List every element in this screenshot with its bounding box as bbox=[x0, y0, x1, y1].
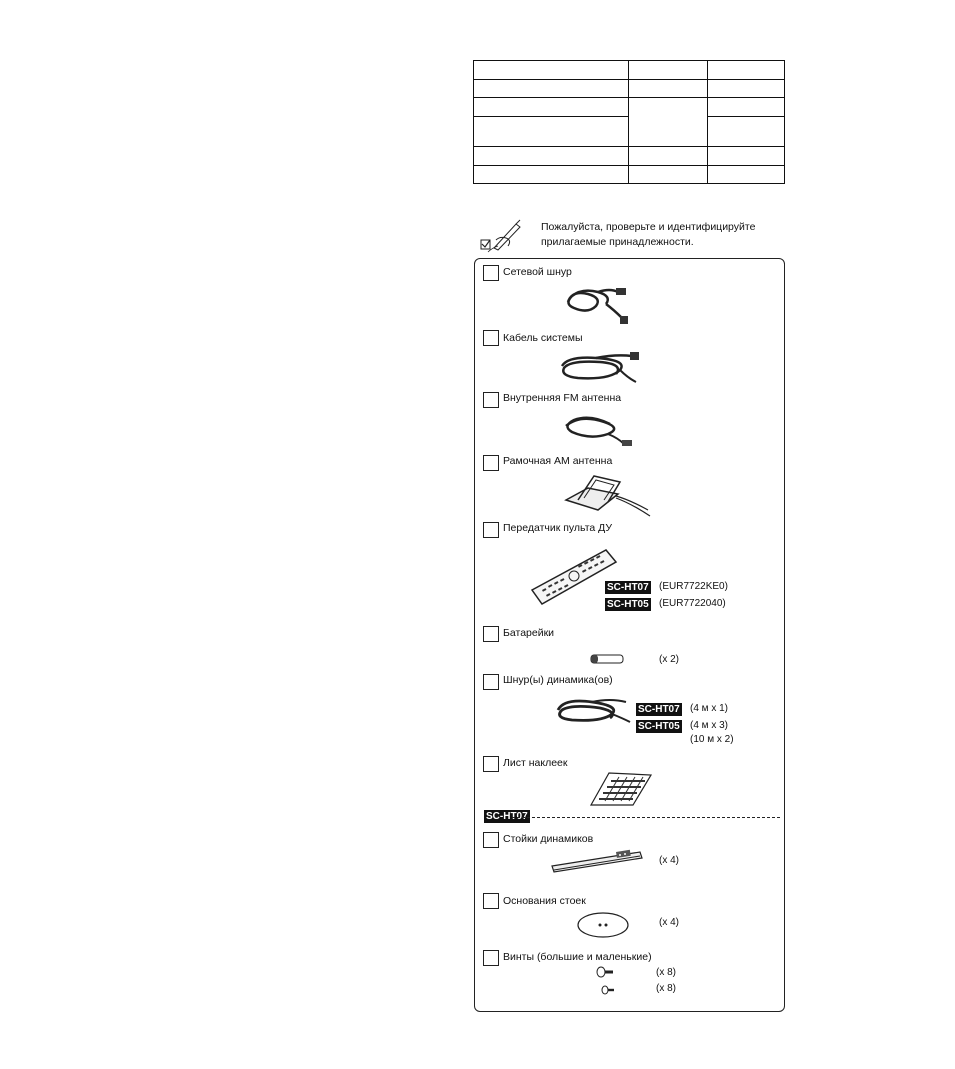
label-power-cord: Сетевой шнур bbox=[503, 266, 572, 278]
checkbox-remote[interactable] bbox=[483, 522, 499, 538]
checkbox-power-cord[interactable] bbox=[483, 265, 499, 281]
checkbox-stand-bases[interactable] bbox=[483, 893, 499, 909]
power-cord-illustration bbox=[562, 282, 638, 328]
label-remote: Передатчик пульта ДУ bbox=[503, 522, 613, 534]
system-cable-illustration bbox=[556, 348, 646, 388]
small-screw-illustration bbox=[601, 984, 615, 996]
pen-checkmark-icon bbox=[478, 218, 530, 254]
label-screws: Винты (большие и маленькие) bbox=[503, 951, 652, 963]
label-system-cable: Кабель системы bbox=[503, 332, 583, 344]
speaker-stand-illustration bbox=[550, 846, 650, 874]
empty-spec-table bbox=[473, 60, 785, 184]
label-sticker-sheet: Лист наклеек bbox=[503, 757, 568, 769]
checkbox-speaker-stands[interactable] bbox=[483, 832, 499, 848]
sticker-sheet-illustration bbox=[589, 771, 653, 807]
tag-sc-ht05-cords: SC-HT05 bbox=[638, 721, 680, 732]
remote-code-ht07: (EUR7722KE0) bbox=[659, 581, 728, 592]
checkbox-fm-antenna[interactable] bbox=[483, 392, 499, 408]
stands-quantity: (x 4) bbox=[659, 855, 679, 866]
remote-code-ht05: (EUR7722040) bbox=[659, 598, 726, 609]
intro-text: Пожалуйста, проверьте и идентифицируйте прилагаемые принадлежности. bbox=[541, 221, 756, 248]
tag-sc-ht07-remote: SC-HT07 bbox=[607, 582, 649, 593]
checkbox-sticker-sheet[interactable] bbox=[483, 756, 499, 772]
battery-illustration bbox=[589, 653, 625, 665]
label-speaker-stands: Стойки динамиков bbox=[503, 833, 594, 845]
stand-base-illustration bbox=[576, 910, 630, 940]
cords-quantity-ht05: (4 м x 3) bbox=[690, 720, 728, 731]
tag-sc-ht07-cords: SC-HT07 bbox=[638, 704, 680, 715]
section-tag-sc-ht07: SC-HT07 bbox=[486, 811, 528, 822]
large-screws-quantity: (x 8) bbox=[656, 967, 676, 978]
large-screw-illustration bbox=[596, 965, 614, 979]
label-speaker-cords: Шнур(ы) динамика(ов) bbox=[503, 674, 613, 686]
label-stand-bases: Основания стоек bbox=[503, 895, 586, 907]
checkbox-am-antenna[interactable] bbox=[483, 455, 499, 471]
checkbox-system-cable[interactable] bbox=[483, 330, 499, 346]
checkbox-batteries[interactable] bbox=[483, 626, 499, 642]
small-screws-quantity: (x 8) bbox=[656, 983, 676, 994]
speaker-cord-illustration bbox=[552, 694, 636, 728]
cords-quantity-ht07: (4 м x 1) bbox=[690, 703, 728, 714]
label-batteries: Батарейки bbox=[503, 627, 555, 639]
cords-quantity-ht05-long: (10 м x 2) bbox=[690, 734, 734, 745]
checkbox-screws[interactable] bbox=[483, 950, 499, 966]
tag-sc-ht05-remote: SC-HT05 bbox=[607, 599, 649, 610]
section-divider bbox=[512, 817, 780, 818]
checkbox-speaker-cords[interactable] bbox=[483, 674, 499, 690]
fm-antenna-illustration bbox=[560, 410, 640, 450]
am-loop-antenna-illustration bbox=[558, 470, 658, 522]
batteries-quantity: (x 2) bbox=[659, 654, 679, 665]
label-am-antenna: Рамочная АМ антенна bbox=[503, 455, 613, 467]
bases-quantity: (x 4) bbox=[659, 917, 679, 928]
label-fm-antenna: Внутренняя FM антенна bbox=[503, 392, 622, 404]
